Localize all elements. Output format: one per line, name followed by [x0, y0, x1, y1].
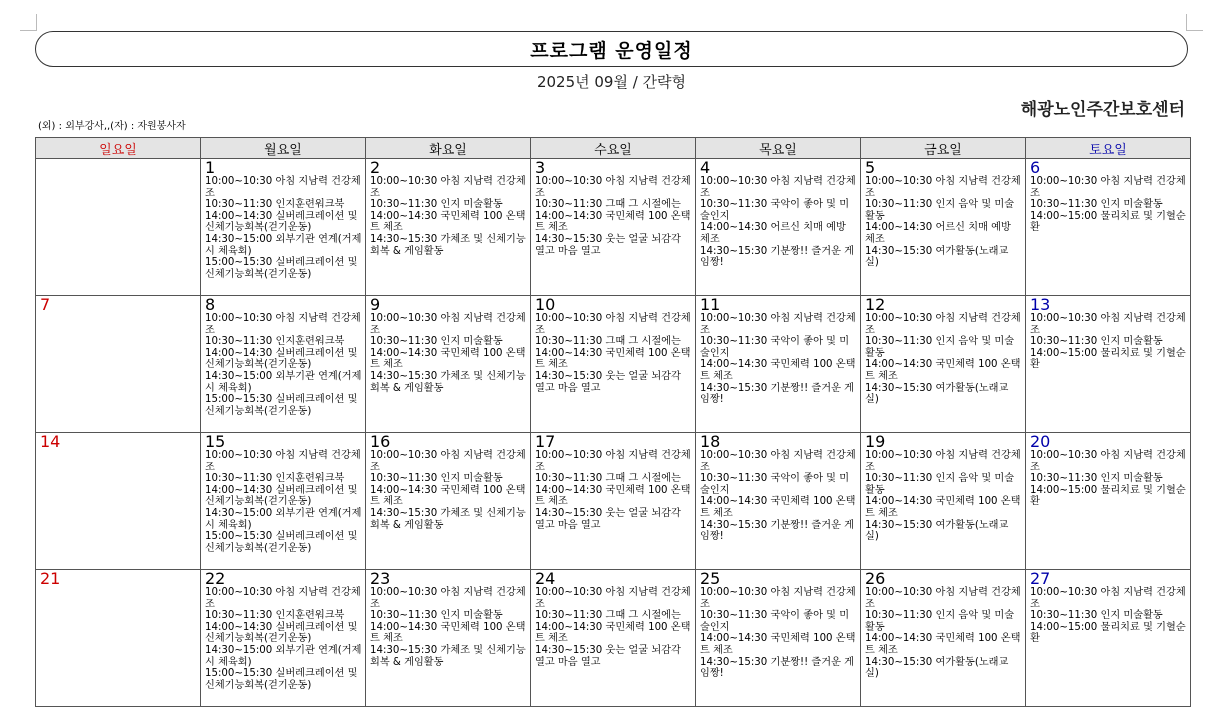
weekday-header-fri: 금요일: [861, 138, 1026, 159]
schedule-item: 14:00~14:30 국민체력 100 온택트 체조: [700, 633, 856, 656]
day-number: 2: [370, 158, 381, 177]
schedule-item: 14:30~15:00 외부기관 연계(거제시 체육회): [205, 507, 362, 531]
week-row: [36, 296, 1191, 433]
schedule-item: 10:30~11:30 인지 미술활동: [370, 473, 503, 485]
day-number: 19: [865, 432, 886, 451]
schedule-item: 10:30~11:30 인지훈련워크북: [205, 199, 345, 211]
day-cell: [861, 296, 1026, 433]
schedule-item: 10:30~11:30 인지 미술활동: [370, 610, 503, 622]
weekday-header-thu: 목요일: [696, 138, 861, 159]
day-number: 15: [205, 432, 226, 451]
legend-note: (외) : 외부강사,,(자) : 자원봉사자: [38, 121, 186, 132]
day-cell: [531, 570, 696, 707]
schedule-item: 10:00~10:30 아침 지남력 건강체조: [535, 176, 691, 199]
schedule-item: 14:00~14:30 국민체력 100 온택트 체조: [535, 210, 691, 234]
schedule-item: 14:30~15:30 가체조 및 신체기능회복 & 게임활동: [370, 233, 526, 257]
schedule-item: 10:00~10:30 아침 지남력 건강체조: [1030, 313, 1186, 336]
schedule-item: 10:30~11:30 그때 그 시절에는: [535, 199, 681, 211]
day-number: 16: [370, 432, 391, 451]
schedule-item: 10:00~10:30 아침 지남력 건강체조: [535, 450, 691, 473]
day-cell: [366, 159, 531, 296]
schedule-item: 14:00~14:30 어르신 치매 예방 체조: [700, 222, 846, 245]
schedule-item: 14:00~14:30 국민체력 100 온택트 체조: [370, 210, 526, 234]
title-banner: [35, 31, 1188, 67]
schedule-item: 10:00~10:30 아침 지남력 건강체조: [700, 450, 856, 473]
schedule-item: 15:00~15:30 실버레크레이션 및 신체기능회복(걷기운동): [205, 394, 358, 417]
schedule-item: 14:30~15:30 웃는 얼굴 뇌감각 열고 마음 열고: [535, 644, 681, 668]
schedule-item: 10:30~11:30 인지 미술활동: [370, 336, 503, 348]
schedule-item: 14:30~15:30 웃는 얼굴 뇌감각 열고 마음 열고: [535, 507, 681, 531]
schedule-item: 14:00~15:00 물리치료 및 기혈순환: [1030, 621, 1186, 645]
crop-mark-right: [1186, 14, 1203, 31]
schedule-item: 15:00~15:30 실버레크레이션 및 신체기능회복(걷기운동): [205, 668, 358, 691]
day-number: 23: [370, 569, 391, 588]
schedule-item: 14:30~15:00 외부기관 연계(거제시 체육회): [205, 644, 362, 668]
schedule-item: 10:00~10:30 아침 지남력 건강체조: [1030, 450, 1186, 473]
schedule-item: 14:30~15:30 여가활동(노래교실): [865, 382, 1009, 406]
page-title: 프로그램 운영일정: [530, 39, 693, 62]
schedule-item: 14:30~15:30 여가활동(노래교실): [865, 519, 1009, 543]
schedule-item: 14:00~14:30 국민체력 100 온택트 체조: [865, 496, 1021, 519]
schedule-item: 10:00~10:30 아침 지남력 건강체조: [700, 313, 856, 336]
day-number: 24: [535, 569, 556, 588]
center-name: 해광노인주간보호센터: [1020, 100, 1185, 120]
schedule-item: 14:00~14:30 국민체력 100 온택트 체조: [370, 347, 526, 371]
schedule-item: 10:30~11:30 그때 그 시절에는: [535, 473, 681, 485]
weekday-header-mon: 월요일: [201, 138, 366, 159]
day-cell: [201, 296, 366, 433]
schedule-item: 14:30~15:30 기분짱!! 즐거운 게임짱!: [700, 245, 855, 269]
weekday-header-sun: 일요일: [36, 138, 201, 159]
schedule-item: 14:00~14:30 국민체력 100 온택트 체조: [700, 359, 856, 382]
schedule-item: 10:30~11:30 인지훈련워크북: [205, 473, 345, 485]
schedule-item: 10:30~11:30 그때 그 시절에는: [535, 336, 681, 348]
day-number: 10: [535, 295, 556, 314]
day-cell: [1026, 296, 1191, 433]
schedule-item: 10:30~11:30 인지 미술활동: [1030, 610, 1163, 622]
crop-mark-left: [20, 14, 37, 31]
schedule-item: 14:00~14:30 국민체력 100 온택트 체조: [535, 484, 691, 508]
week-row: [36, 433, 1191, 570]
day-cell: [531, 159, 696, 296]
schedule-item: 10:30~11:30 인지 음악 및 미술활동: [865, 610, 1015, 633]
schedule-item: 14:00~14:30 실버레크레이션 및 신체기능회복(걷기운동): [205, 621, 358, 645]
schedule-item: 15:00~15:30 실버레크레이션 및 신체기능회복(걷기운동): [205, 531, 358, 554]
schedule-item: 10:30~11:30 그때 그 시절에는: [535, 610, 681, 622]
schedule-item: 10:30~11:30 국악이 좋아 및 미술인지: [700, 336, 850, 359]
day-number: 7: [40, 295, 51, 314]
schedule-item: 14:30~15:30 여가활동(노래교실): [865, 656, 1009, 680]
day-cell: [1026, 570, 1191, 707]
schedule-item: 14:30~15:30 기분짱!! 즐거운 게임짱!: [700, 519, 855, 543]
schedule-item: 10:30~11:30 인지훈련워크북: [205, 336, 345, 348]
day-number: 22: [205, 569, 226, 588]
schedule-item: 10:00~10:30 아침 지남력 건강체조: [865, 313, 1021, 336]
schedule-item: 14:30~15:30 가체조 및 신체기능회복 & 게임활동: [370, 507, 526, 531]
schedule-item: 10:30~11:30 인지훈련워크북: [205, 610, 345, 622]
week-row: [36, 159, 1191, 296]
day-cell: [531, 296, 696, 433]
schedule-item: 14:00~14:30 국민체력 100 온택트 체조: [700, 496, 856, 519]
page-subtitle: 2025년 09월 / 간략형: [536, 73, 687, 91]
schedule-item: 14:00~14:30 국민체력 100 온택트 체조: [535, 347, 691, 371]
day-cell: [366, 433, 531, 570]
schedule-item: 14:00~14:30 어르신 치매 예방 체조: [865, 222, 1011, 245]
schedule-item: 10:30~11:30 인지 미술활동: [1030, 336, 1163, 348]
day-number: 12: [865, 295, 886, 314]
day-cell: [1026, 159, 1191, 296]
schedule-item: 14:00~14:30 국민체력 100 온택트 체조: [370, 621, 526, 645]
day-cell: [696, 296, 861, 433]
calendar-table: [35, 137, 1191, 707]
schedule-item: 10:30~11:30 인지 미술활동: [370, 199, 503, 211]
day-number: 18: [700, 432, 721, 451]
day-cell: [696, 570, 861, 707]
schedule-item: 14:30~15:00 외부기관 연계(거제시 체육회): [205, 233, 362, 257]
schedule-item: 10:00~10:30 아침 지남력 건강체조: [865, 450, 1021, 473]
day-number: 9: [370, 295, 381, 314]
schedule-item: 14:30~15:30 기분짱!! 즐거운 게임짱!: [700, 656, 855, 680]
schedule-item: 10:00~10:30 아침 지남력 건강체조: [700, 587, 856, 610]
day-number: 14: [40, 432, 61, 451]
day-cell: [201, 433, 366, 570]
day-number: 13: [1030, 295, 1051, 314]
schedule-item: 10:00~10:30 아침 지남력 건강체조: [370, 587, 526, 610]
schedule-item: 10:00~10:30 아침 지남력 건강체조: [535, 313, 691, 336]
day-cell: [201, 570, 366, 707]
schedule-item: 14:30~15:30 여가활동(노래교실): [865, 245, 1009, 269]
schedule-item: 10:00~10:30 아침 지남력 건강체조: [370, 313, 526, 336]
schedule-item: 14:30~15:30 기분짱!! 즐거운 게임짱!: [700, 382, 855, 406]
schedule-item: 10:00~10:30 아침 지남력 건강체조: [370, 450, 526, 473]
day-number: 26: [865, 569, 886, 588]
schedule-item: 14:30~15:30 가체조 및 신체기능회복 & 게임활동: [370, 644, 526, 668]
schedule-item: 15:00~15:30 실버레크레이션 및 신체기능회복(걷기운동): [205, 257, 358, 280]
schedule-item: 10:30~11:30 인지 음악 및 미술활동: [865, 473, 1015, 496]
schedule-item: 14:00~14:30 실버레크레이션 및 신체기능회복(걷기운동): [205, 347, 358, 371]
day-number: 1: [205, 158, 216, 177]
day-number: 21: [40, 569, 61, 588]
schedule-item: 10:00~10:30 아침 지남력 건강체조: [205, 176, 361, 199]
schedule-item: 10:30~11:30 국악이 좋아 및 미술인지: [700, 473, 850, 496]
day-number: 4: [700, 158, 711, 177]
schedule-item: 14:00~14:30 국민체력 100 온택트 체조: [865, 633, 1021, 656]
schedule-item: 10:00~10:30 아침 지남력 건강체조: [535, 587, 691, 610]
schedule-item: 14:00~14:30 국민체력 100 온택트 체조: [370, 484, 526, 508]
schedule-item: 14:00~15:00 물리치료 및 기혈순환: [1030, 210, 1186, 234]
day-cell: [366, 570, 531, 707]
day-cell: [696, 433, 861, 570]
day-cell: [861, 570, 1026, 707]
day-cell: [531, 433, 696, 570]
schedule-item: 14:30~15:00 외부기관 연계(거제시 체육회): [205, 370, 362, 394]
schedule-item: 10:00~10:30 아침 지남력 건강체조: [205, 450, 361, 473]
schedule-item: 10:00~10:30 아침 지남력 건강체조: [865, 587, 1021, 610]
schedule-item: 14:30~15:30 웃는 얼굴 뇌감각 열고 마음 열고: [535, 370, 681, 394]
schedule-item: 14:00~15:00 물리치료 및 기혈순환: [1030, 347, 1186, 371]
schedule-item: 10:30~11:30 국악이 좋아 및 미술인지: [700, 199, 850, 222]
day-cell: [36, 433, 201, 570]
schedule-item: 10:00~10:30 아침 지남력 건강체조: [205, 313, 361, 336]
weekday-header-wed: 수요일: [531, 138, 696, 159]
day-number: 6: [1030, 158, 1041, 177]
schedule-item: 14:00~14:30 실버레크레이션 및 신체기능회복(걷기운동): [205, 484, 358, 508]
schedule-item: 10:00~10:30 아침 지남력 건강체조: [370, 176, 526, 199]
day-number: 17: [535, 432, 556, 451]
day-number: 8: [205, 295, 216, 314]
schedule-item: 10:30~11:30 인지 음악 및 미술활동: [865, 199, 1015, 222]
weekday-header-sat: 토요일: [1026, 138, 1191, 159]
week-row: [36, 570, 1191, 707]
schedule-item: 14:00~14:30 국민체력 100 온택트 체조: [535, 621, 691, 645]
schedule-item: 10:30~11:30 국악이 좋아 및 미술인지: [700, 610, 850, 633]
schedule-item: 10:00~10:30 아침 지남력 건강체조: [205, 587, 361, 610]
weekday-header-tue: 화요일: [366, 138, 531, 159]
schedule-item: 10:30~11:30 인지 미술활동: [1030, 473, 1163, 485]
day-cell: [366, 296, 531, 433]
day-number: 27: [1030, 569, 1051, 588]
day-number: 3: [535, 158, 546, 177]
day-number: 25: [700, 569, 721, 588]
day-cell: [861, 433, 1026, 570]
day-cell: [861, 159, 1026, 296]
day-cell: [36, 570, 201, 707]
day-number: 11: [700, 295, 721, 314]
schedule-item: 10:00~10:30 아침 지남력 건강체조: [865, 176, 1021, 199]
schedule-item: 10:00~10:30 아침 지남력 건강체조: [700, 176, 856, 199]
day-cell: [201, 159, 366, 296]
schedule-item: 14:00~14:30 국민체력 100 온택트 체조: [865, 359, 1021, 382]
weekday-header-row: [36, 138, 1191, 159]
schedule-item: 10:30~11:30 인지 미술활동: [1030, 199, 1163, 211]
day-cell: [36, 296, 201, 433]
schedule-item: 14:30~15:30 웃는 얼굴 뇌감각 열고 마음 열고: [535, 233, 681, 257]
day-cell: [696, 159, 861, 296]
schedule-item: 14:30~15:30 가체조 및 신체기능회복 & 게임활동: [370, 370, 526, 394]
schedule-item: 10:30~11:30 인지 음악 및 미술활동: [865, 336, 1015, 359]
schedule-item: 10:00~10:30 아침 지남력 건강체조: [1030, 587, 1186, 610]
day-cell: [1026, 433, 1191, 570]
schedule-item: 10:00~10:30 아침 지남력 건강체조: [1030, 176, 1186, 199]
schedule-item: 14:00~14:30 실버레크레이션 및 신체기능회복(걷기운동): [205, 210, 358, 234]
day-cell: [36, 159, 201, 296]
schedule-item: 14:00~15:00 물리치료 및 기혈순환: [1030, 484, 1186, 508]
day-number: 20: [1030, 432, 1051, 451]
day-number: 5: [865, 158, 876, 177]
